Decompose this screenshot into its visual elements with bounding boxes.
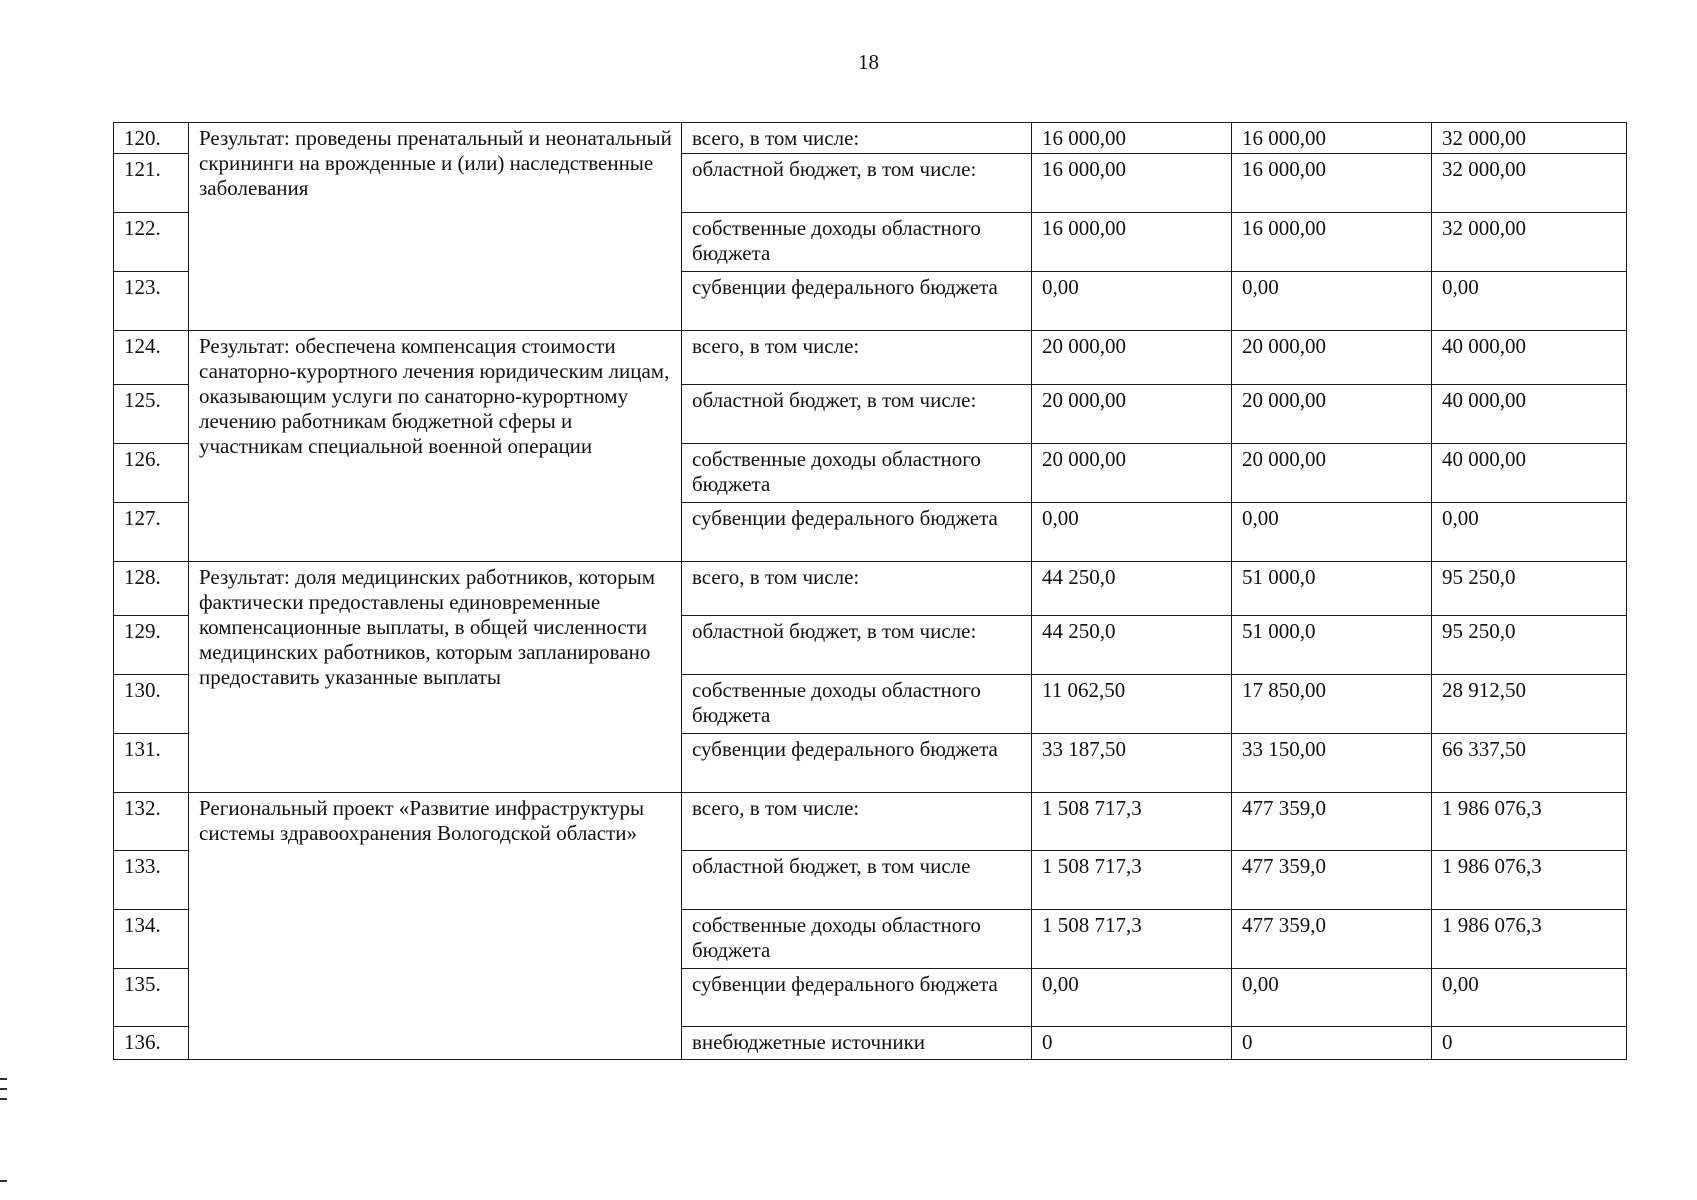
- result-description: Результат: обеспечена компенсация стоимости санаторно-курортного лечения юридическим лицам, оказывающим услуги по санаторно-курортному лечению работникам бюджетной сферы и участникам специальной военной операции: [189, 331, 682, 562]
- row-number: 128.: [114, 562, 189, 616]
- project-description: Региональный проект «Развитие инфраструктуры системы здравоохранения Вологодской области»: [189, 793, 682, 1060]
- value-total: 32 000,00: [1432, 154, 1627, 213]
- value-year-2: 0: [1232, 1027, 1432, 1060]
- scan-edge-mark: [0, 1180, 7, 1182]
- value-year-2: 20 000,00: [1232, 385, 1432, 444]
- value-year-2: 0,00: [1232, 503, 1432, 562]
- value-year-1: 0,00: [1032, 272, 1232, 331]
- scan-edge-mark: [0, 1078, 7, 1080]
- value-year-1: 44 250,0: [1032, 616, 1232, 675]
- value-year-1: 0: [1032, 1027, 1232, 1060]
- result-description: Результат: доля медицинских работников, которым фактически предоставлены единовременные компенсационные выплаты, в общей численности медицинских работников, которым запланировано предоставить указанные выплаты: [189, 562, 682, 793]
- row-number: 136.: [114, 1027, 189, 1060]
- value-year-1: 20 000,00: [1032, 444, 1232, 503]
- value-year-1: 0,00: [1032, 503, 1232, 562]
- value-year-2: 477 359,0: [1232, 910, 1432, 969]
- value-year-1: 33 187,50: [1032, 734, 1232, 793]
- value-total: 40 000,00: [1432, 331, 1627, 385]
- value-total: 32 000,00: [1432, 123, 1627, 154]
- row-number: 129.: [114, 616, 189, 675]
- row-number: 120.: [114, 123, 189, 154]
- funding-source: областной бюджет, в том числе: [682, 851, 1032, 910]
- value-total: 0: [1432, 1027, 1627, 1060]
- value-year-2: 16 000,00: [1232, 213, 1432, 272]
- funding-source: собственные доходы областного бюджета: [682, 213, 1032, 272]
- value-year-1: 1 508 717,3: [1032, 910, 1232, 969]
- funding-source: всего, в том числе:: [682, 123, 1032, 154]
- row-number: 126.: [114, 444, 189, 503]
- value-year-2: 16 000,00: [1232, 154, 1432, 213]
- value-year-1: 16 000,00: [1032, 213, 1232, 272]
- value-total: 32 000,00: [1432, 213, 1627, 272]
- value-year-1: 1 508 717,3: [1032, 793, 1232, 851]
- row-number: 133.: [114, 851, 189, 910]
- value-year-2: 0,00: [1232, 969, 1432, 1027]
- value-year-2: 477 359,0: [1232, 793, 1432, 851]
- row-number: 132.: [114, 793, 189, 851]
- value-year-1: 11 062,50: [1032, 675, 1232, 734]
- funding-source: субвенции федерального бюджета: [682, 969, 1032, 1027]
- scan-edge-mark: [0, 1088, 7, 1090]
- value-year-2: 51 000,0: [1232, 616, 1432, 675]
- value-year-1: 16 000,00: [1032, 123, 1232, 154]
- funding-source: субвенции федерального бюджета: [682, 503, 1032, 562]
- funding-source: областной бюджет, в том числе:: [682, 154, 1032, 213]
- funding-source: областной бюджет, в том числе:: [682, 385, 1032, 444]
- value-total: 95 250,0: [1432, 616, 1627, 675]
- value-total: 66 337,50: [1432, 734, 1627, 793]
- value-year-2: 20 000,00: [1232, 444, 1432, 503]
- value-total: 1 986 076,3: [1432, 910, 1627, 969]
- row-number: 134.: [114, 910, 189, 969]
- table-row: [114, 331, 1627, 385]
- funding-source: собственные доходы областного бюджета: [682, 675, 1032, 734]
- table-row: [114, 793, 1627, 851]
- budget-table: [113, 122, 1627, 1060]
- value-total: 95 250,0: [1432, 562, 1627, 616]
- value-total: 1 986 076,3: [1432, 793, 1627, 851]
- result-description: Результат: проведены пренатальный и неонатальный скрининги на врожденные и (или) наследственные заболевания: [189, 123, 682, 331]
- funding-source: собственные доходы областного бюджета: [682, 444, 1032, 503]
- value-year-2: 33 150,00: [1232, 734, 1432, 793]
- value-year-1: 0,00: [1032, 969, 1232, 1027]
- row-number: 127.: [114, 503, 189, 562]
- row-number: 135.: [114, 969, 189, 1027]
- value-year-2: 20 000,00: [1232, 331, 1432, 385]
- row-number: 125.: [114, 385, 189, 444]
- value-total: 28 912,50: [1432, 675, 1627, 734]
- funding-source: всего, в том числе:: [682, 562, 1032, 616]
- row-number: 130.: [114, 675, 189, 734]
- funding-source: субвенции федерального бюджета: [682, 734, 1032, 793]
- funding-source: всего, в том числе:: [682, 331, 1032, 385]
- value-year-2: 51 000,0: [1232, 562, 1432, 616]
- row-number: 121.: [114, 154, 189, 213]
- value-year-1: 20 000,00: [1032, 385, 1232, 444]
- table-row: [114, 562, 1627, 616]
- funding-source: всего, в том числе:: [682, 793, 1032, 851]
- funding-source: субвенции федерального бюджета: [682, 272, 1032, 331]
- value-year-2: 16 000,00: [1232, 123, 1432, 154]
- value-total: 40 000,00: [1432, 385, 1627, 444]
- value-year-1: 44 250,0: [1032, 562, 1232, 616]
- value-year-2: 477 359,0: [1232, 851, 1432, 910]
- table-row: [114, 123, 1627, 154]
- value-total: 0,00: [1432, 272, 1627, 331]
- value-year-1: 16 000,00: [1032, 154, 1232, 213]
- funding-source: собственные доходы областного бюджета: [682, 910, 1032, 969]
- row-number: 124.: [114, 331, 189, 385]
- value-total: 0,00: [1432, 969, 1627, 1027]
- value-year-1: 1 508 717,3: [1032, 851, 1232, 910]
- row-number: 123.: [114, 272, 189, 331]
- row-number: 131.: [114, 734, 189, 793]
- value-total: 1 986 076,3: [1432, 851, 1627, 910]
- value-year-2: 0,00: [1232, 272, 1432, 331]
- funding-source: областной бюджет, в том числе:: [682, 616, 1032, 675]
- funding-source: внебюджетные источники: [682, 1027, 1032, 1060]
- page-number: 18: [858, 50, 879, 74]
- row-number: 122.: [114, 213, 189, 272]
- value-year-1: 20 000,00: [1032, 331, 1232, 385]
- scan-edge-mark: [0, 1098, 7, 1100]
- value-total: 0,00: [1432, 503, 1627, 562]
- value-year-2: 17 850,00: [1232, 675, 1432, 734]
- value-total: 40 000,00: [1432, 444, 1627, 503]
